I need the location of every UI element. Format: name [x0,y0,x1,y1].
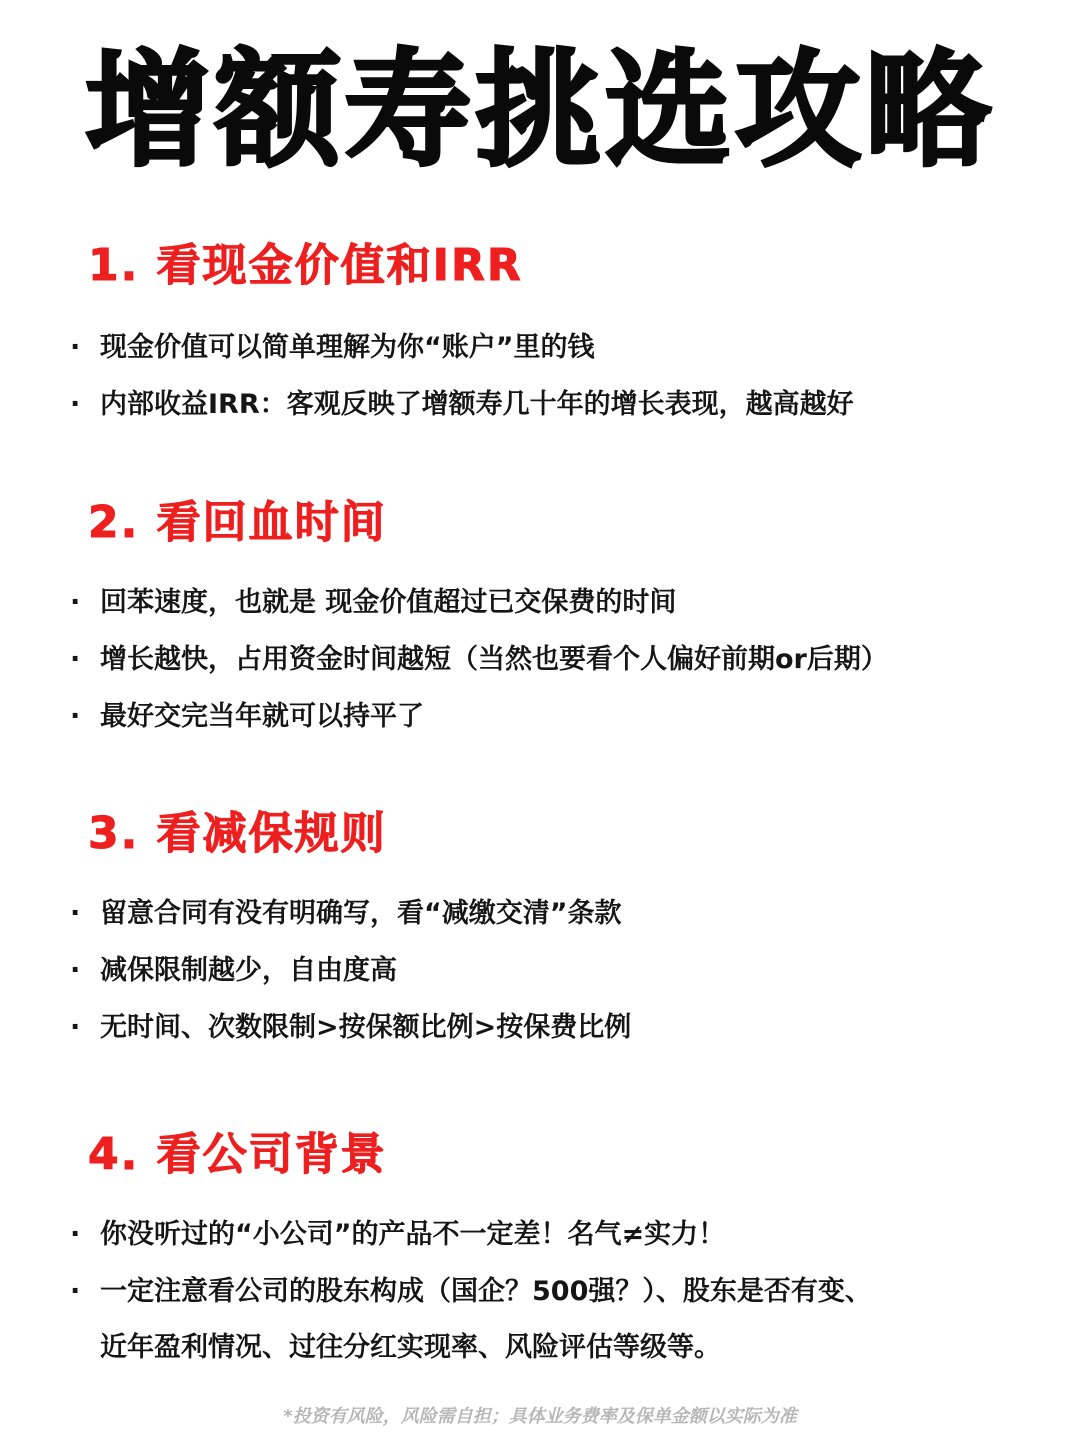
bullet-marker: · [70,1276,81,1307]
list-item [70,640,888,680]
section-heading-3: 3. 看减保规则 [88,808,387,859]
list-item [70,697,424,737]
list-item [70,583,676,623]
bullet-marker: · [70,1219,81,1250]
list-item [70,1215,725,1255]
list-item [70,385,854,425]
bullet-marker: · [70,898,81,929]
list-item-text: 内部收益IRR：客观反映了增额寿几十年的增长表现，越高越好 [100,389,854,420]
list-item [70,894,622,934]
bullet-marker: · [70,332,81,363]
bullet-marker: · [70,644,81,675]
bullet-marker: · [70,587,81,618]
list-item [70,328,595,368]
list-item-text: 增长越快，占用资金时间越短（当然也要看个人偏好前期or后期） [100,644,888,675]
list-item-text: 减保限制越少，自由度高 [100,955,397,986]
list-item-text: 回苯速度，也就是 现金价值超过已交保费的时间 [100,587,677,618]
section-heading-4: 4. 看公司背景 [88,1129,387,1180]
list-item [70,1272,872,1312]
list-item [70,951,397,991]
section-heading-2: 2. 看回血时间 [88,497,387,548]
list-item-text: 无时间、次数限制>按保额比例>按保费比例 [100,1012,632,1043]
list-item-continuation: 近年盈利情况、过往分红实现率、风险评估等级等。 [100,1332,721,1363]
bullet-marker: · [70,1012,81,1043]
disclaimer-footer: *投资有风险，风险需自担；具体业务费率及保单金额以实际为准 [283,1406,797,1427]
list-item [70,1008,631,1048]
bullet-marker: · [70,955,81,986]
section-heading-1: 1. 看现金价值和IRR [88,240,523,291]
list-item-text: 留意合同有没有明确写，看“减缴交清”条款 [100,898,622,929]
bullet-marker: · [70,701,81,732]
list-item-text: 你没听过的“小公司”的产品不一定差！名气≠实力！ [100,1219,726,1250]
page-title: 增额寿挑选攻略 [85,37,995,184]
bullet-marker: · [70,389,81,420]
list-item-text: 一定注意看公司的股东构成（国企？500强？）、股东是否有变、 [100,1276,872,1307]
list-item-text: 最好交完当年就可以持平了 [100,701,424,732]
list-item-text: 现金价值可以简单理解为你“账户”里的钱 [100,332,595,363]
